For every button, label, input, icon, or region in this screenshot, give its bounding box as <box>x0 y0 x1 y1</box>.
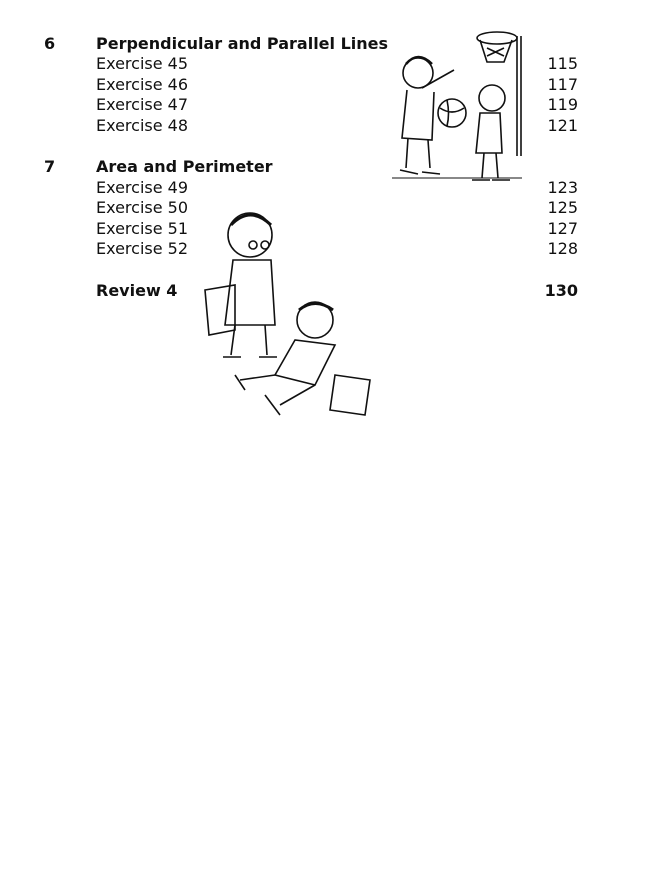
fallen-boy-illustration <box>195 205 395 425</box>
entry-label: Exercise 51 <box>96 219 189 238</box>
review-label: Review 4 <box>96 281 178 300</box>
entry-page: 121 <box>547 116 578 135</box>
entry-label: Exercise 47 <box>96 95 189 114</box>
toc-entry[interactable] <box>0 94 648 115</box>
chapter-heading[interactable] <box>0 33 648 54</box>
toc-entry[interactable] <box>0 115 648 136</box>
chapter-title: Area and Perimeter <box>96 157 273 176</box>
entry-label: Exercise 49 <box>96 178 189 197</box>
review-page: 130 <box>544 281 578 300</box>
entry-page: 115 <box>547 54 578 73</box>
toc-entry[interactable] <box>0 177 648 198</box>
entry-label: Exercise 46 <box>96 75 189 94</box>
chapter-number: 6 <box>44 34 56 53</box>
entry-page: 119 <box>547 95 578 114</box>
chapter-number: 7 <box>44 157 56 176</box>
entry-label: Exercise 52 <box>96 239 189 258</box>
chapter-heading[interactable] <box>0 156 648 177</box>
basketball-boys-illustration <box>392 28 532 188</box>
entry-page: 123 <box>547 178 578 197</box>
entry-page: 125 <box>547 198 578 217</box>
entry-label: Exercise 45 <box>96 54 189 73</box>
toc-entry[interactable] <box>0 74 648 95</box>
entry-page: 127 <box>547 219 578 238</box>
entry-label: Exercise 48 <box>96 116 189 135</box>
chapter-title: Perpendicular and Parallel Lines <box>96 34 389 53</box>
toc-entry[interactable] <box>0 53 648 74</box>
entry-page: 128 <box>547 239 578 258</box>
entry-label: Exercise 50 <box>96 198 189 217</box>
entry-page: 117 <box>547 75 578 94</box>
